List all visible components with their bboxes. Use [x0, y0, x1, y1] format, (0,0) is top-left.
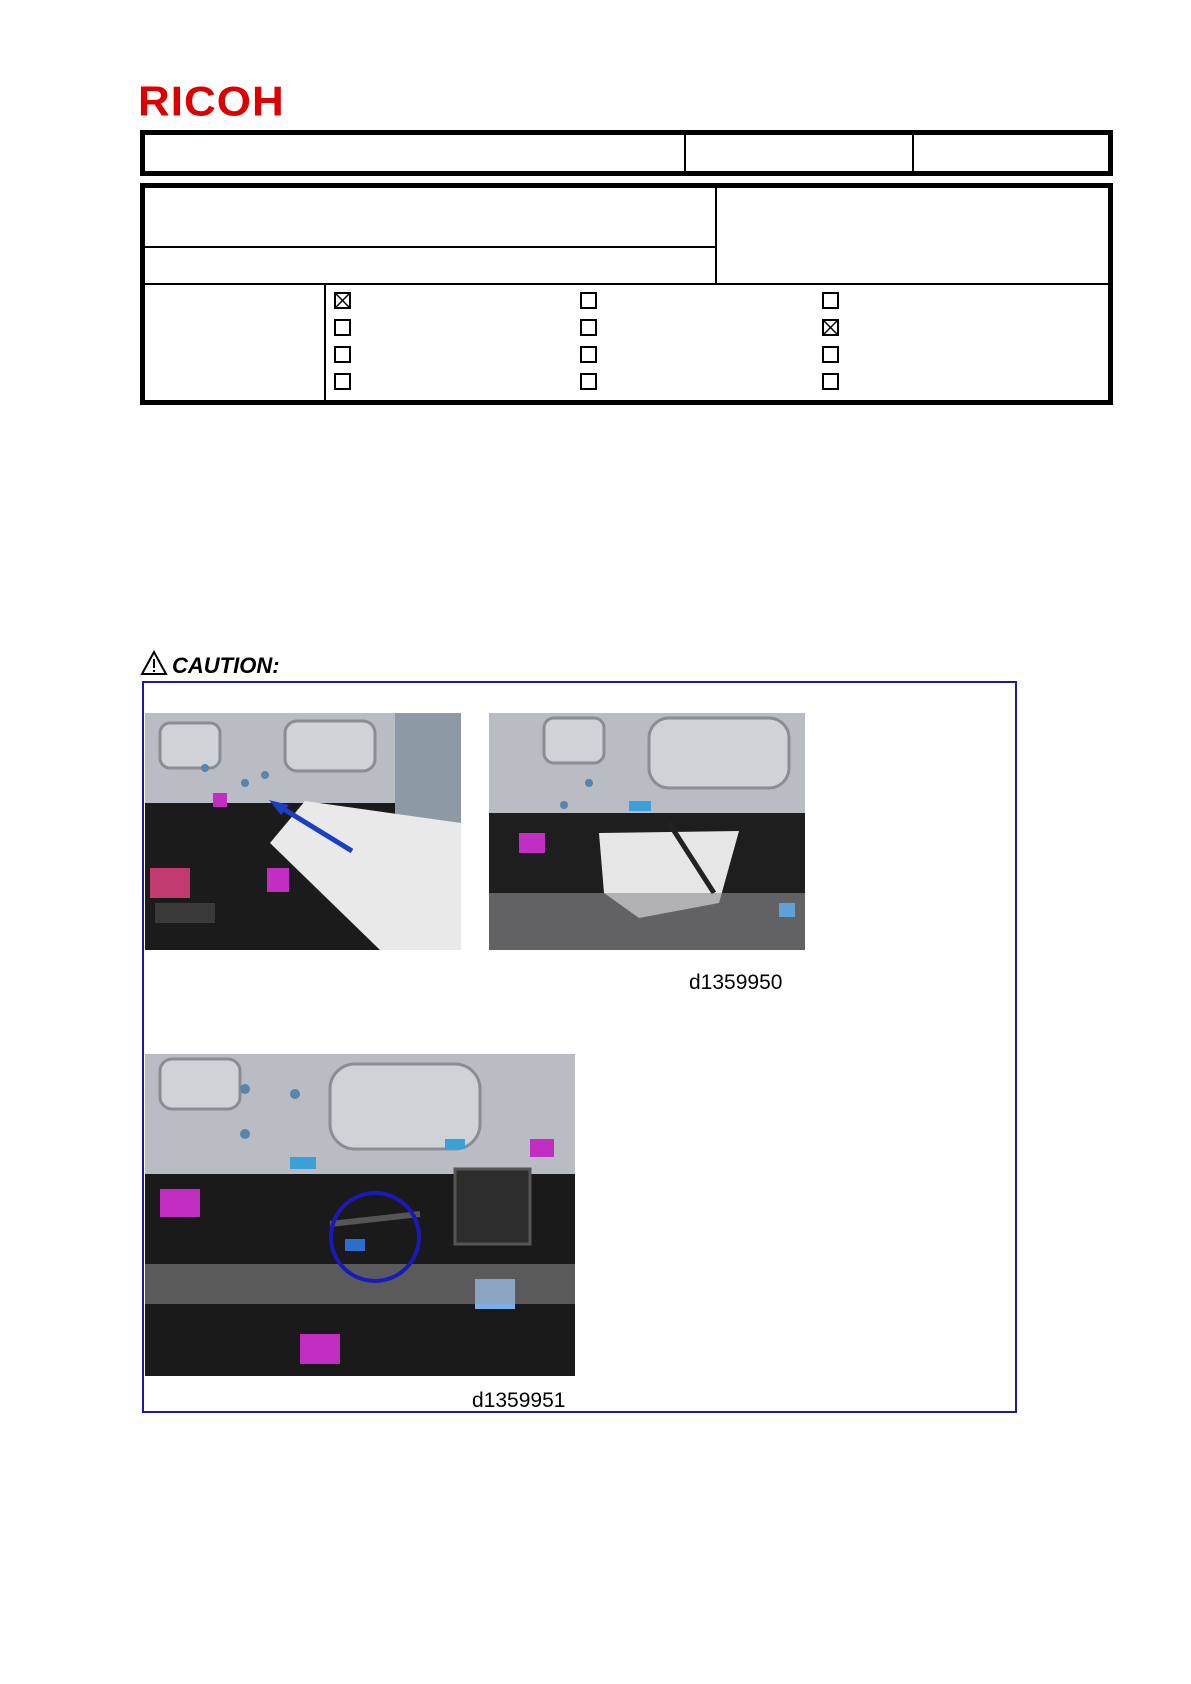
figure-id-2: d1359951 [472, 1389, 566, 1412]
photo-paper-insertion [145, 713, 461, 950]
classification-checkbox[interactable] [334, 319, 351, 336]
photo-paper-feed [489, 713, 805, 950]
header-info-box [140, 130, 1113, 176]
bulletin-info-box [140, 183, 1113, 405]
classification-row-divider [145, 283, 1108, 285]
classification-checkbox[interactable] [580, 319, 597, 336]
classification-checkbox[interactable] [334, 292, 351, 309]
subject-row-divider [145, 246, 716, 248]
header-divider-2 [912, 134, 914, 172]
warning-triangle-icon [140, 650, 168, 682]
classification-checkbox[interactable] [822, 292, 839, 309]
caution-label: CAUTION: [172, 653, 280, 678]
classification-checkbox[interactable] [334, 346, 351, 363]
classification-checkbox[interactable] [822, 346, 839, 363]
figure-id-1: d1359950 [689, 971, 783, 994]
photo-roller-detail [145, 1054, 575, 1376]
classification-checkbox[interactable] [580, 373, 597, 390]
caution-heading [140, 650, 280, 682]
classification-label-divider [324, 285, 326, 400]
classification-checkbox[interactable] [822, 319, 839, 336]
classification-checkbox[interactable] [580, 292, 597, 309]
ricoh-logo: RICOH [138, 78, 285, 125]
classification-checkbox[interactable] [334, 373, 351, 390]
subject-divider [715, 188, 717, 284]
classification-checkbox[interactable] [822, 373, 839, 390]
header-divider-1 [684, 134, 686, 172]
classification-checkbox[interactable] [580, 346, 597, 363]
